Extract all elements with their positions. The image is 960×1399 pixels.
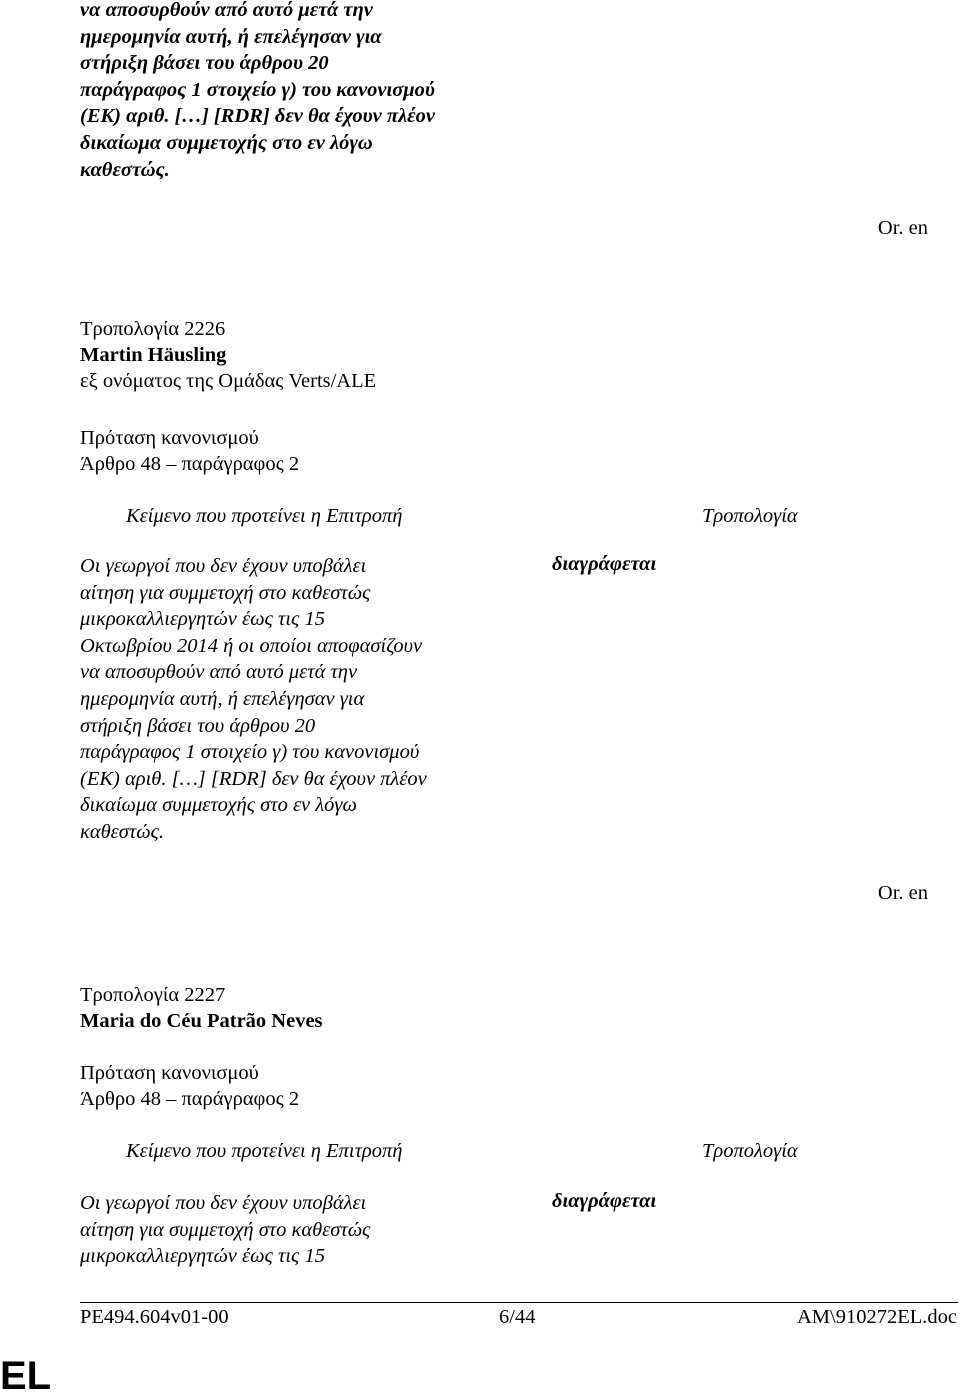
amendment-author: Martin Häusling	[80, 344, 227, 366]
text-line: να αποσυρθούν από αυτό μετά την	[80, 0, 373, 21]
column-header-amendment: Τροπολογία	[702, 505, 798, 527]
text-line: παράγραφος 1 στοιχείο γ) του κανονισμού	[80, 78, 435, 101]
text-line: (ΕΚ) αριθ. […] [RDR] δεν θα έχουν πλέον	[80, 767, 427, 790]
original-language: Or. en	[877, 217, 928, 239]
text-line: παράγραφος 1 στοιχείο γ) του κανονισμού	[80, 741, 420, 764]
text-line: ημερομηνία αυτή, ή επελέγησαν για	[80, 687, 365, 710]
column-header-commission: Κείμενο που προτείνει η Επιτροπή	[126, 505, 403, 527]
text-line: καθεστώς.	[80, 158, 170, 181]
amended-text: διαγράφεται	[552, 1190, 657, 1212]
text-line: μικροκαλλιεργητών έως τις 15	[80, 608, 325, 631]
proposal-title: Πρόταση κανονισμού	[80, 427, 259, 449]
text-line: Οι γεωργοί που δεν έχουν υποβάλει	[80, 1192, 367, 1214]
amendment-number	[80, 318, 225, 341]
language-code: EL	[0, 1354, 52, 1398]
text-line: δικαίωμα συμμετοχής στο εν λόγω	[80, 131, 373, 154]
column-header-commission: Κείμενο που προτείνει η Επιτροπή	[126, 1140, 403, 1162]
article-reference: Άρθρο 48 – παράγραφος 2	[80, 1088, 300, 1110]
text-line: ημερομηνία αυτή, ή επελέγησαν για	[80, 25, 382, 48]
text-line: μικροκαλλιεργητών έως τις 15	[80, 1245, 325, 1268]
footer-page-number: 6/44	[499, 1306, 536, 1328]
footer-rule	[80, 1302, 958, 1303]
amendment-group: εξ ονόματος της Ομάδας Verts/ALE	[80, 370, 377, 392]
text-line: Οι γεωργοί που δεν έχουν υποβάλει	[80, 555, 367, 577]
text-line: (ΕΚ) αριθ. […] [RDR] δεν θα έχουν πλέον	[80, 105, 435, 128]
footer-filename: AM\910272EL.doc	[797, 1306, 957, 1328]
text-line: αίτηση για συμμετοχή στο καθεστώς	[80, 1218, 371, 1241]
text-line: στήριξη βάσει του άρθρου 20	[80, 714, 316, 737]
amended-text: διαγράφεται	[552, 553, 657, 575]
proposal-title: Πρόταση κανονισμού	[80, 1062, 259, 1084]
commission-text	[80, 1190, 370, 1270]
commission-text	[80, 553, 427, 846]
amendment-number	[80, 984, 225, 1007]
column-header-amendment: Τροπολογία	[702, 1140, 798, 1162]
text-line: αίτηση για συμμετοχή στο καθεστώς	[80, 581, 371, 604]
text-line: στήριξη βάσει του άρθρου 20	[80, 52, 329, 75]
amendment-number-label: Τροπολογία 2227	[80, 984, 226, 1006]
original-language: Or. en	[877, 882, 928, 904]
amendment-author: Maria do Céu Patrão Neves	[80, 1010, 323, 1032]
text-line: δικαίωμα συμμετοχής στο εν λόγω	[80, 794, 357, 817]
text-line: Οκτωβρίου 2014 ή οι οποίοι αποφασίζουν	[80, 634, 423, 657]
text-line: καθεστώς.	[80, 820, 164, 843]
continued-text	[80, 0, 435, 183]
footer-doc-ref: PE494.604v01-00	[80, 1306, 229, 1328]
text-line: να αποσυρθούν από αυτό μετά την	[80, 661, 358, 684]
amendment-number-label: Τροπολογία 2226	[80, 318, 226, 340]
article-reference: Άρθρο 48 – παράγραφος 2	[80, 453, 300, 475]
